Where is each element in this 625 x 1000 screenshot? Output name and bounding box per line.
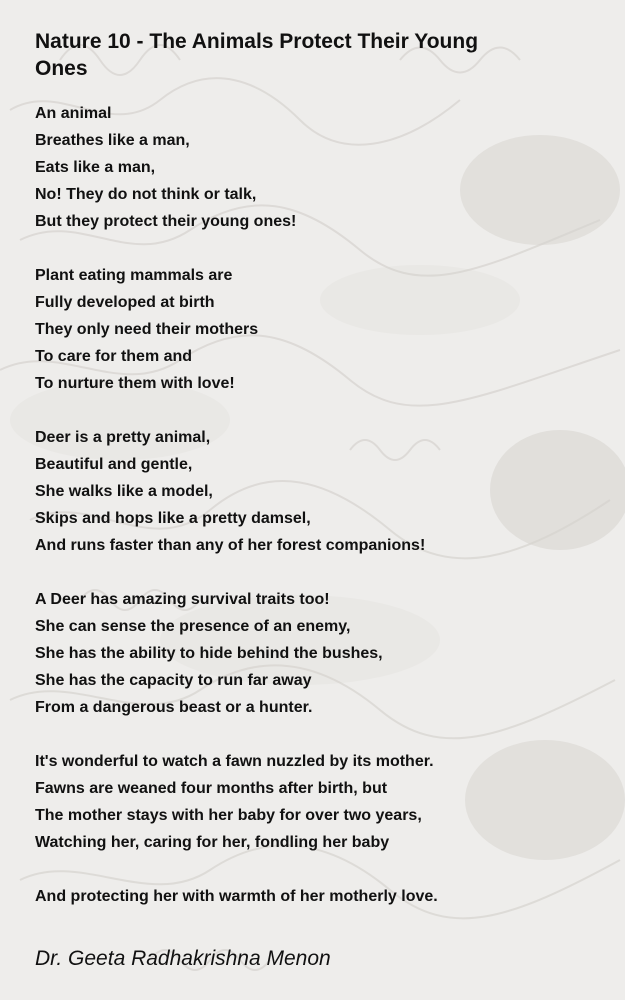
- poem-line: To nurture them with love!: [35, 375, 235, 392]
- poem-line: An animal: [35, 105, 112, 122]
- stanza-3: [35, 424, 595, 559]
- poem-title: Nature 10 - The Animals Protect Their Young Ones: [35, 30, 479, 80]
- stanza-5: [35, 748, 595, 856]
- poem-line: She has the ability to hide behind the bushes,: [35, 645, 383, 662]
- poem-line: No! They do not think or talk,: [35, 186, 257, 203]
- stanza-1: [35, 100, 595, 235]
- poem-line: The mother stays with her baby for over two years,: [35, 807, 422, 824]
- poem-line: Plant eating mammals are: [35, 267, 233, 284]
- poem-line: She has the capacity to run far away: [35, 672, 312, 689]
- poem-line: Deer is a pretty animal,: [35, 429, 211, 446]
- stanza-6: [35, 883, 595, 910]
- poem-line: To care for them and: [35, 348, 193, 365]
- poem-line: And protecting her with warmth of her motherly love.: [35, 888, 438, 905]
- poem-content: [35, 28, 595, 937]
- poem-line: Fawns are weaned four months after birth, but: [35, 780, 388, 797]
- stanza-2: [35, 262, 595, 397]
- stanza-4: [35, 586, 595, 721]
- poem-line: Fully developed at birth: [35, 294, 215, 311]
- poem-line: Skips and hops like a pretty damsel,: [35, 510, 311, 527]
- poem-line: Watching her, caring for her, fondling her baby: [35, 834, 390, 851]
- poem-line: It's wonderful to watch a fawn nuzzled by its mother.: [35, 753, 434, 770]
- poem-author: Dr. Geeta Radhakrishna Menon: [35, 947, 331, 970]
- poem-line: Beautiful and gentle,: [35, 456, 193, 473]
- poem-line: A Deer has amazing survival traits too!: [35, 591, 330, 608]
- poem-line: She can sense the presence of an enemy,: [35, 618, 351, 635]
- poem-line: But they protect their young ones!: [35, 213, 297, 230]
- poem-line: Breathes like a man,: [35, 132, 190, 149]
- poem-line: They only need their mothers: [35, 321, 259, 338]
- poem-line: And runs faster than any of her forest companions!: [35, 537, 426, 554]
- poem-line: Eats like a man,: [35, 159, 156, 176]
- poem-line: From a dangerous beast or a hunter.: [35, 699, 313, 716]
- poem-line: She walks like a model,: [35, 483, 213, 500]
